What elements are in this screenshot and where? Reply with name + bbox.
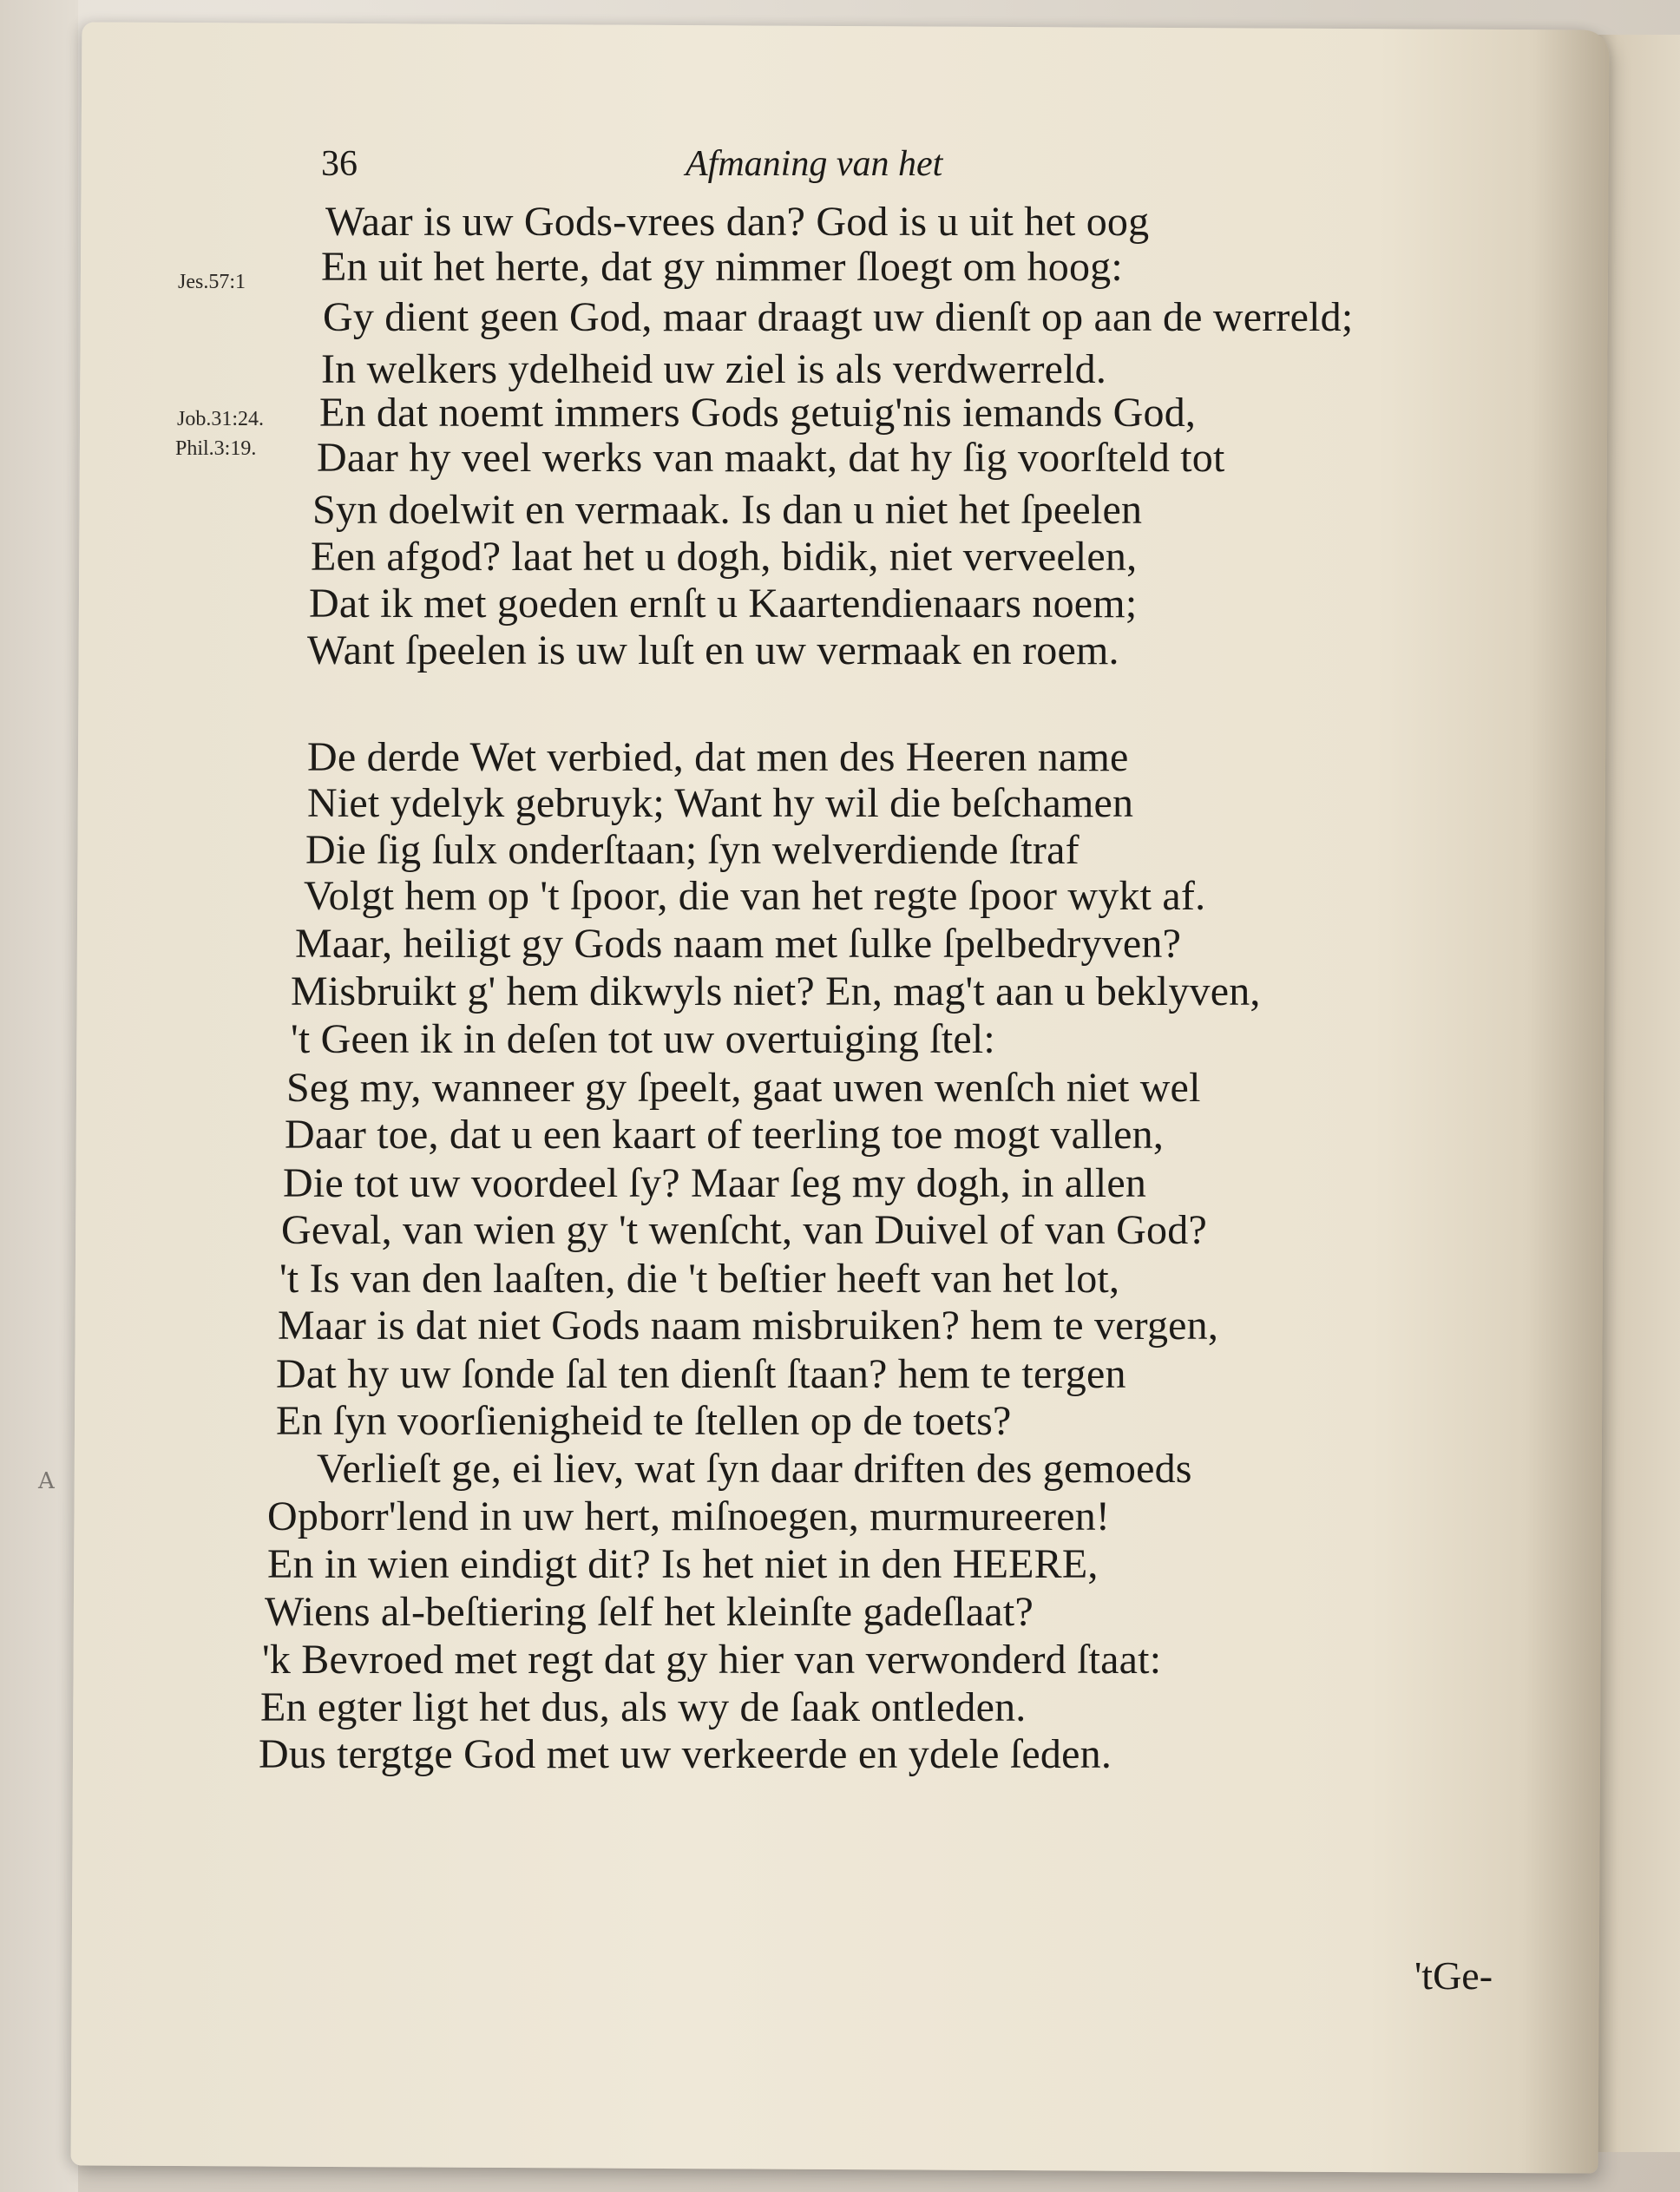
verse-line: Daar toe, dat u een kaart of teerling toe mogt vallen, xyxy=(285,1112,1165,1158)
pencil-mark: A xyxy=(38,1468,55,1494)
verse-line: En in wien eindigt dit? Is het niet in den HEERE, xyxy=(267,1541,1099,1587)
verse-line: Want ſpeelen is uw luſt en uw vermaak en roem. xyxy=(307,627,1119,673)
verse-line: Daar hy veel werks van maakt, dat hy ſig voorſteld tot xyxy=(317,435,1225,481)
verse-line: 'k Bevroed met regt dat gy hier van verwonderd ſtaat: xyxy=(262,1637,1162,1683)
verse-line: De derde Wet verbied, dat men des Heeren name xyxy=(307,734,1129,780)
running-header xyxy=(321,143,1449,195)
verse-line: Wiens al-beſtiering ſelf het kleinſte gadeſlaat? xyxy=(265,1589,1034,1635)
verse-line: En dat noemt immers Gods getuig'nis iemands God, xyxy=(319,390,1197,436)
verse-line: Dat ik met goeden ernſt u Kaartendienaars noem; xyxy=(309,581,1138,627)
verse-line: En egter ligt het dus, als wy de ſaak ontleden. xyxy=(260,1684,1027,1730)
margin-note: Phil.3:19. xyxy=(175,437,257,460)
running-title: Afmaning van het xyxy=(686,144,943,184)
verse-line: Maar is dat niet Gods naam misbruiken? hem te vergen, xyxy=(278,1303,1219,1349)
verse-line: Dus tergtge God met uw verkeerde en ydele ſeden. xyxy=(259,1731,1112,1777)
verse-line: Volgt hem op 't ſpoor, die van het regte ſpoor wykt af. xyxy=(304,873,1206,919)
verse-line: 't Is van den laaſten, die 't beſtier heeft van het lot, xyxy=(279,1256,1120,1302)
verse-line: Opborr'lend in uw hert, miſnoegen, murmureeren! xyxy=(267,1493,1111,1539)
verse-line: In welkers ydelheid uw ziel is als verdwerreld. xyxy=(321,346,1107,392)
verse-line: Misbruikt g' hem dikwyls niet? En, mag't aan u beklyven, xyxy=(291,968,1261,1014)
page-number: 36 xyxy=(321,144,358,184)
verse-line: En uit het herte, dat gy nimmer ſloegt om hoog: xyxy=(321,244,1123,290)
verse-line: 't Geen ik in deſen tot uw overtuiging ſtel: xyxy=(291,1016,995,1062)
verse-line: Niet ydelyk gebruyk; Want hy wil die beſchamen xyxy=(307,780,1134,826)
catchword: 'tGe- xyxy=(1414,1953,1493,1998)
background-left-edge xyxy=(0,0,78,2192)
verse-line: Syn doelwit en vermaak. Is dan u niet het ſpeelen xyxy=(312,487,1143,533)
verse-line: Geval, van wien gy 't wenſcht, van Duivel of van God? xyxy=(281,1207,1207,1253)
verse-line: Die ſig ſulx onderſtaan; ſyn welverdiende ſtraf xyxy=(305,827,1080,873)
verse-line: Die tot uw voordeel ſy? Maar ſeg my dogh, in allen xyxy=(283,1160,1147,1206)
verse-line: En ſyn voorſienigheid te ſtellen op de toets? xyxy=(276,1398,1012,1444)
verse-line: Een afgod? laat het u dogh, bidik, niet verveelen, xyxy=(311,534,1138,580)
verse-line: Verlieſt ge, ei liev, wat ſyn daar driften des gemoeds xyxy=(317,1446,1192,1492)
verse-line: Dat hy uw ſonde ſal ten dienſt ſtaan? hem te tergen xyxy=(276,1351,1126,1397)
verse-line: Maar, heiligt gy Gods naam met ſulke ſpelbedryven? xyxy=(295,921,1182,967)
verse-line: Seg my, wanneer gy ſpeelt, gaat uwen wenſch niet wel xyxy=(286,1065,1201,1111)
verse-line: Gy dient geen God, maar draagt uw dienſt op aan de werreld; xyxy=(323,294,1354,340)
margin-note: Job.31:24. xyxy=(177,408,265,430)
margin-note: Jes.57:1 xyxy=(178,271,246,293)
verse-line: Waar is uw Gods-vrees dan? God is u uit het oog xyxy=(325,199,1150,245)
